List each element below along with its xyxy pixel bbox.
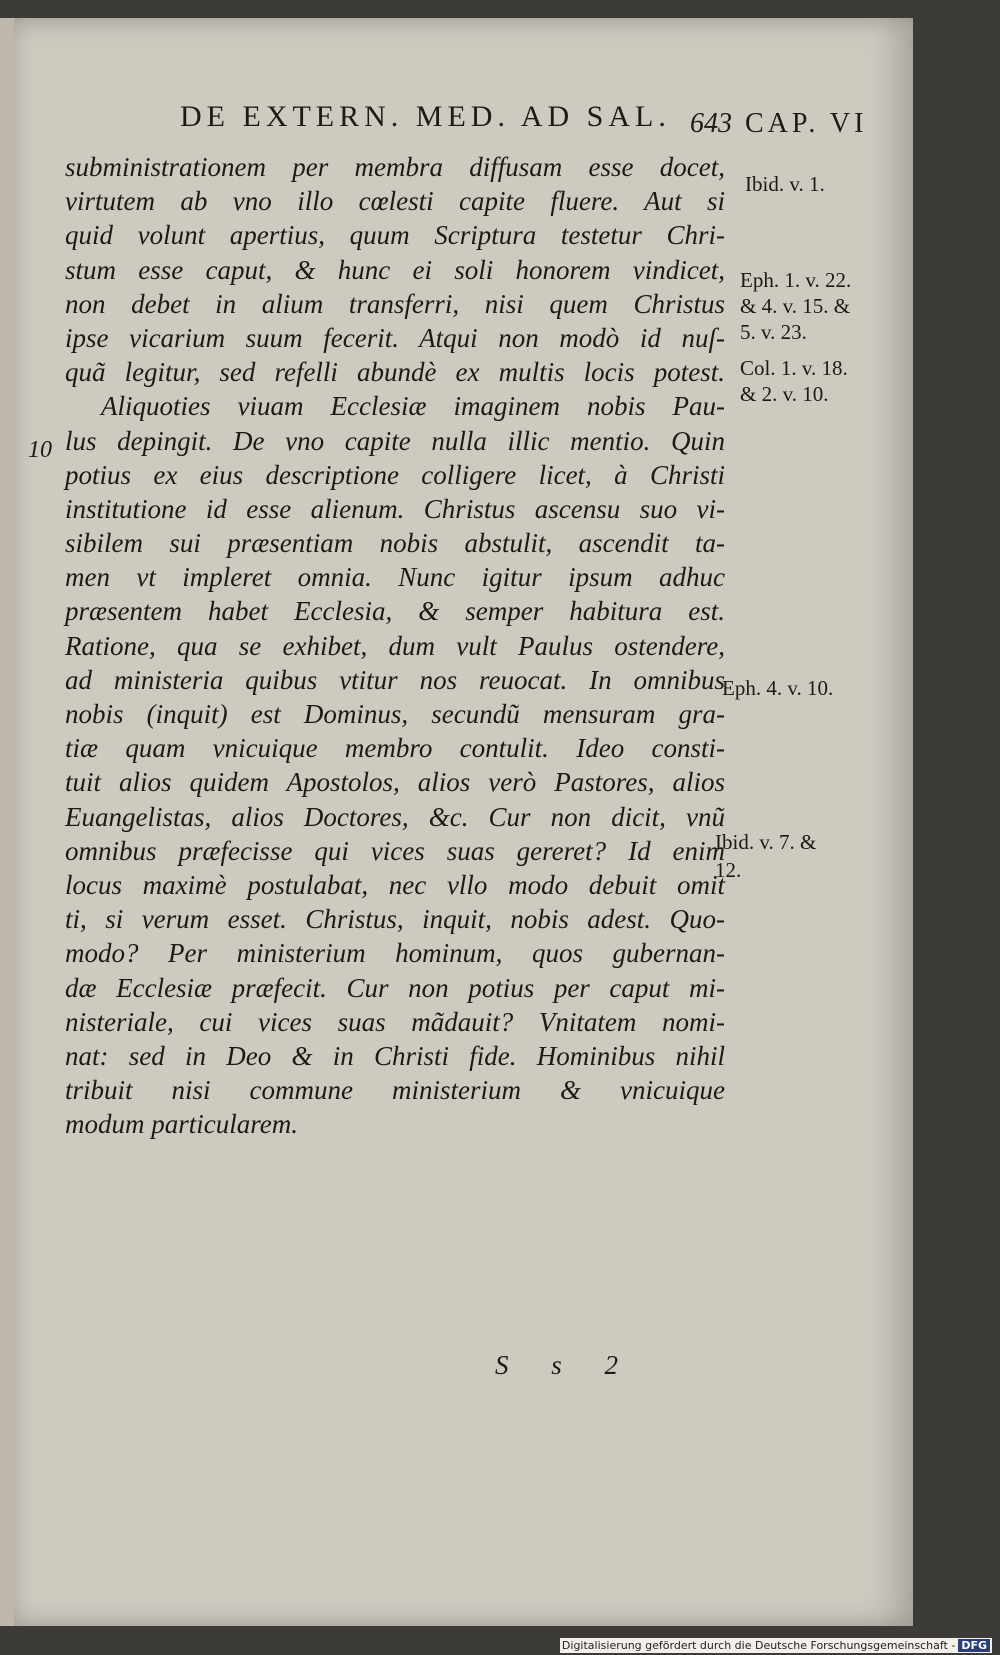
text-line: nobis (inquit) est Dominus, secundũ mensuram gra- xyxy=(65,699,725,729)
text-line: ipse vicarium suum fecerit. Atqui non modò id nuſ- xyxy=(65,322,725,353)
running-title: DE EXTERN. MED. AD SAL. xyxy=(180,100,671,133)
text-line: lus depingit. De vno capite nulla illic mentio. Quin xyxy=(65,425,725,456)
digitization-credit xyxy=(560,1638,992,1653)
text-line: ti, si verum esset. Christus, inquit, nobis adest. Quo- xyxy=(65,904,725,935)
signature-mark: S s 2 xyxy=(495,1350,637,1380)
text-line: nat: sed in Deo & in Christi fide. Hominibus nihil xyxy=(65,1040,725,1071)
margin-note: 12. xyxy=(715,858,742,882)
text-line: potius ex eius descriptione colligere licet, à Christi xyxy=(65,459,725,490)
text-line: modum particularem. xyxy=(65,1109,298,1140)
text-line: subministrationem per membra diffusam esse docet, xyxy=(65,152,725,182)
text-line: nisteriale, cui vices suas mãdauit? Vnitatem nomi- xyxy=(65,1006,725,1037)
page-gutter xyxy=(0,18,14,1626)
page-number: 643 xyxy=(690,108,732,139)
text-line: quã legitur, sed refelli abundè ex multis locis potest. xyxy=(65,357,725,388)
text-line: stum esse caput, & hunc ei soli honorem vindicet, xyxy=(65,254,725,285)
text-line: non debet in alium transferri, nisi quem Christus xyxy=(65,288,725,319)
margin-note: & 2. v. 10. xyxy=(740,382,829,406)
text-line: modo? Per ministerium hominum, quos gubernan- xyxy=(65,938,725,969)
text-line: omnibus præfecisse qui vices suas gereret? Id enim xyxy=(65,835,725,866)
text-line: men vt impleret omnia. Nunc igitur ipsum adhuc xyxy=(65,562,725,593)
text-line: Aliquoties viuam Ecclesiæ imaginem nobis Pau- xyxy=(101,391,725,422)
margin-note: 5. v. 23. xyxy=(740,320,807,344)
text-line: locus maximè postulabat, nec vllo modo debuit omit xyxy=(65,869,725,900)
text-line: sibilem sui præsentiam nobis abstulit, ascendit ta- xyxy=(65,528,725,559)
margin-note: Ibid. v. 1. xyxy=(745,172,825,196)
dfg-logo: DFG xyxy=(958,1639,990,1652)
text-line: virtutem ab vno illo cœlesti capite fluere. Aut si xyxy=(65,186,725,217)
text-line: tribuit nisi commune ministerium & vnicuique xyxy=(65,1075,725,1106)
chapter-heading: CAP. VI xyxy=(745,108,868,139)
text-line: ad ministeria quibus vtitur nos reuocat. In omnibus xyxy=(65,664,725,695)
text-line: dæ Ecclesiæ præfecit. Cur non potius per caput mi- xyxy=(65,972,725,1003)
margin-note: Eph. 1. v. 22. xyxy=(740,268,852,292)
margin-note: Col. 1. v. 18. xyxy=(740,356,848,380)
text-line: Euangelistas, alios Doctores, &c. Cur non dicit, vnũ xyxy=(65,801,725,832)
text-line: præsentem habet Ecclesia, & semper habitura est. xyxy=(65,596,725,627)
text-line: tiæ quam vnicuique membro contulit. Ideo consti- xyxy=(65,733,725,764)
body-text xyxy=(65,150,725,1141)
text-line: quid volunt apertius, quum Scriptura testetur Chri- xyxy=(65,220,725,251)
text-line: tuit alios quidem Apostolos, alios verò Pastores, alios xyxy=(65,767,725,798)
text-line: institutione id esse alienum. Christus ascensu suo vi- xyxy=(65,493,725,524)
footer-text: Digitalisierung gefördert durch die Deutsche Forschungsgemeinschaft - xyxy=(561,1639,956,1652)
margin-note: & 4. v. 15. & xyxy=(740,294,851,318)
line-number: 10 xyxy=(28,437,52,463)
text-line: Ratione, qua se exhibet, dum vult Paulus ostendere, xyxy=(65,630,725,661)
margin-note: Ibid. v. 7. & xyxy=(715,830,817,854)
margin-note: Eph. 4. v. 10. xyxy=(722,676,834,700)
